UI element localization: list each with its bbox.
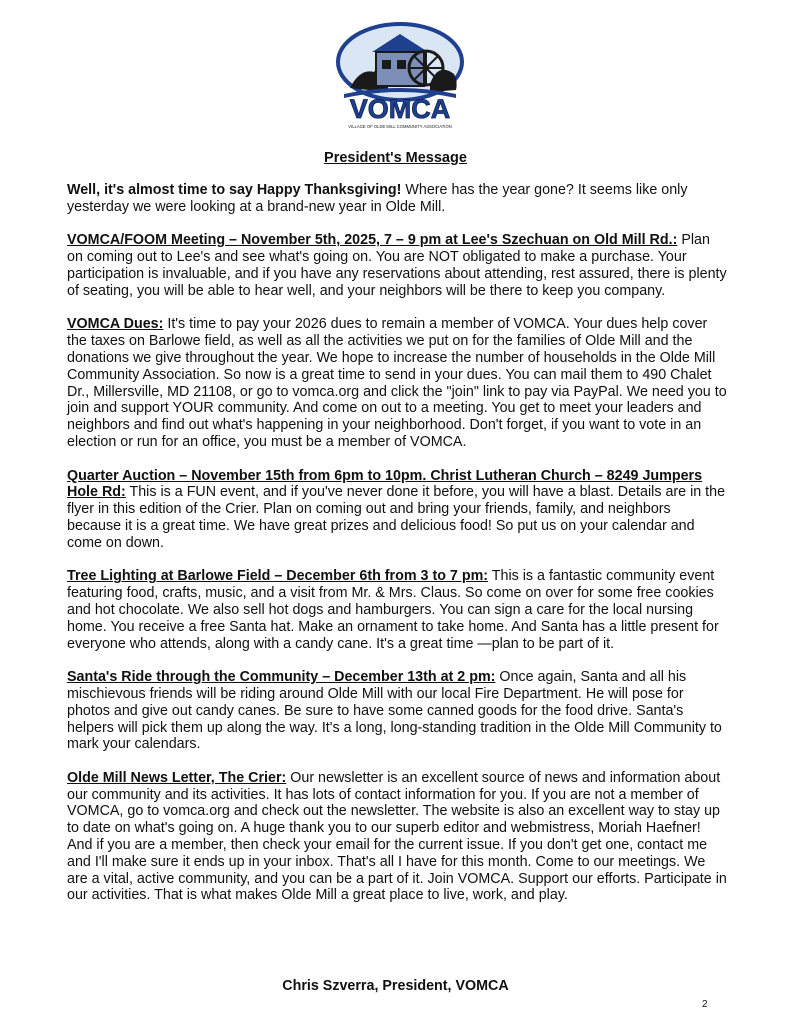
section-meeting [67, 232, 727, 299]
section-quarter-auction [67, 468, 727, 552]
page-title: President's Message [324, 150, 467, 166]
section-heading: VOMCA Dues: [67, 316, 164, 333]
section-tree-lighting [67, 568, 727, 652]
section-santas-ride [67, 669, 727, 753]
section-newsletter [67, 770, 727, 904]
intro-text: Where has the year gone? It seems like only yesterday we were looking at a brand-new year in Olde Mill. [67, 182, 688, 215]
intro-lead: Well, it's almost time to say Happy Thanksgiving! [67, 182, 402, 198]
section-body: It's time to pay your 2026 dues to remain a member of VOMCA. Your dues help cover the taxes on Barlowe field, as well as all the activities we put on for the families of Olde Mill and the donations we give throughout the year. We hope to increase the number of households in the Olde Mill Community Association. So now is a great time to send in your dues. You can mail them to 490 Chalet Dr., Millersville, MD 21108, or go to vomca.org and click the "join" link to pay via PayPal. We need you to join and support YOUR community. And come on out to a meeting. You get to meet your leaders and neighbors and find out what's happening in your neighborhood. Don't forget, if you want to vote in an election or run for an office, you must be a member of VOMCA. [67, 316, 727, 450]
section-heading: Santa's Ride through the Community – December 13th at 2 pm: [67, 669, 496, 686]
section-body: Our newsletter is an excellent source of news and information about our community and its activities. It has lots of contact information for you. If you are not a member of VOMCA, go to vomca.org and check out the newsletter. The website is also an excellent way to stay up to date on what's going on. A huge thank you to our superb editor and webmistress, Moriah Haefner! And if you are a member, then check your email for the current issue. If you don't get one, contact me and I'll make sure it ends up in your inbox. That's all I have for this month. Come to our meetings. We are a vital, active community, and you can be a part of it. Join VOMCA. Support our efforts. Participate in our activities. That is what makes Olde Mill a great place to live, work, and play. [67, 769, 727, 904]
logo-tagline: VILLAGE OF OLDE MILL COMMUNITY ASSOCIATION [348, 124, 452, 129]
section-body: This is a FUN event, and if you've never done it before, you will have a blast. Details are in the flyer in this edition of the Crier. Plan on coming out and bring your friends, family, and neighbors because it is a great time. We have great prizes and delicious food! So put us on your calendar and come on down. [67, 484, 726, 551]
message-body [67, 182, 727, 904]
section-heading: Olde Mill News Letter, The Crier: [67, 769, 287, 786]
section-dues [67, 316, 727, 450]
intro-paragraph [67, 182, 727, 216]
section-heading: VOMCA/FOOM Meeting – November 5th, 2025, 7 – 9 pm at Lee's Szechuan on Old Mill Rd.: [67, 232, 678, 249]
vomca-logo [330, 22, 470, 134]
mill-logo-graphic [330, 22, 470, 134]
section-heading: Tree Lighting at Barlowe Field – December 6th from 3 to 7 pm: [67, 568, 489, 585]
section-heading: Quarter Auction – November 15th from 6pm to 10pm. Christ Lutheran Church – 8249 Jumpers Hole Rd: [67, 467, 703, 501]
section-body: This is a fantastic community event featuring food, crafts, music, and a visit from Mr. & Mrs. Claus. So come on over for some free cookies and hot chocolate. We also sell hot dogs and hamburgers. You can sign a care for the local nursing home. You receive a free Santa hat. Make an ornament to take home. And Santa has a little present for everyone who attends, along with a candy cane. It's a great time —plan to be part of it. [67, 568, 719, 652]
logo-wordmark: VOMCA [349, 94, 451, 124]
signature: Chris Szverra, President, VOMCA [282, 978, 509, 994]
page-number: 2 [702, 999, 708, 1010]
section-body: Once again, Santa and all his mischievous friends will be riding around Olde Mill with our local Fire Department. He will pose for photos and give out candy canes. Be sure to have some canned goods for the food drive. Santa's helpers will pick them up along the way. It's a long, long-standing tradition in the Olde Mill Community to mark your calendars. [67, 669, 722, 753]
section-body: Plan on coming out to Lee's and see what's going on. You are NOT obligated to make a purchase. Your participation is invaluable, and if you have any reservations about attending, rest assured, there is plenty of seating, you will be able to hear well, and your neighbors will be there to keep you company. [67, 232, 727, 299]
